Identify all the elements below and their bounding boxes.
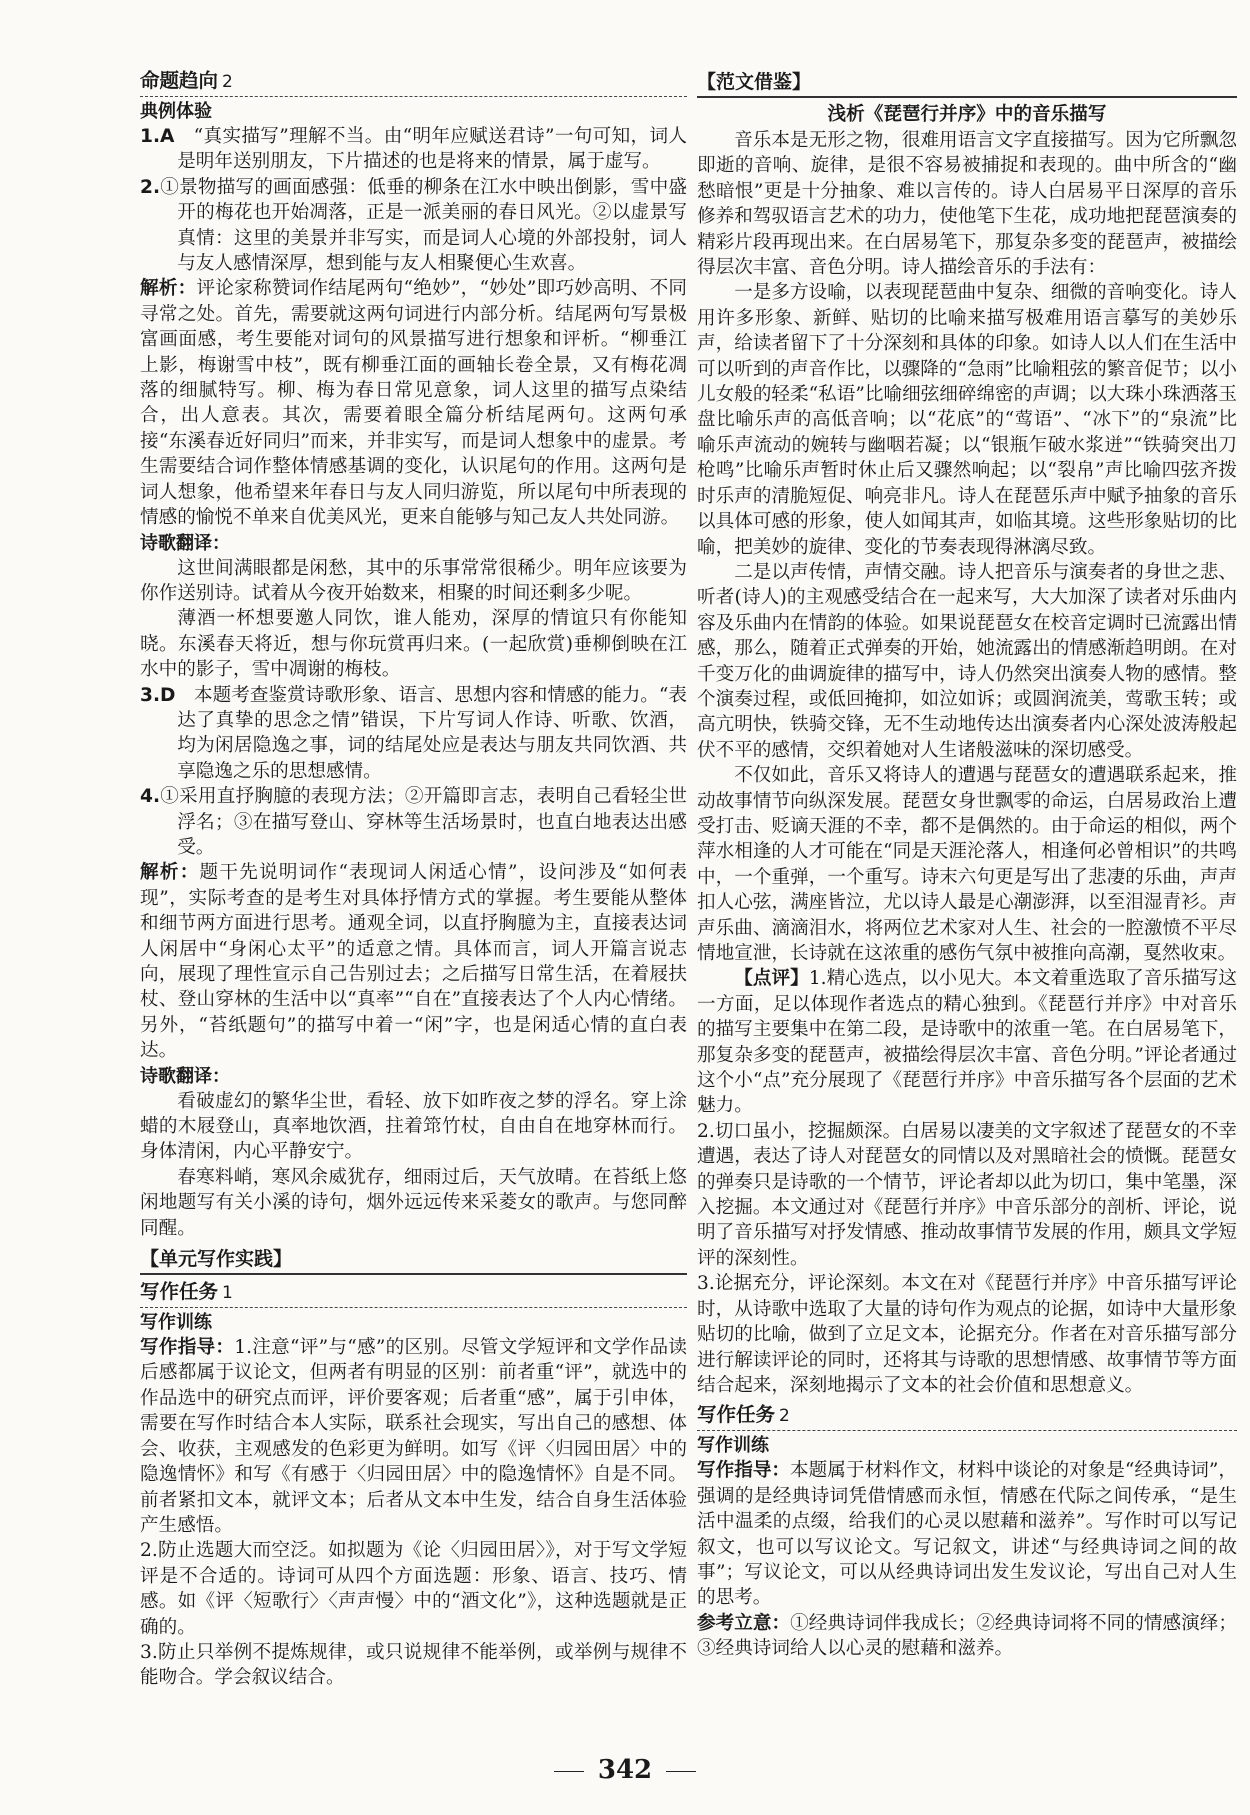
translation-heading-2: 诗歌翻译：: [140, 1065, 230, 1087]
writing-guide-1-point-2: 2.防止选题大而空泛。如拟题为《论〈归园田居〉》，对于写文学短评是不合适的。诗词可从四个方面选题：形象、语言、技巧、情感。如《评〈短歌行〉〈声声慢〉中的“酒文化”》，这种选题就是正确的。: [140, 1540, 687, 1638]
translation-2-paragraph-1: 看破虚幻的繁华尘世，看轻、放下如昨夜之梦的浮名。穿上涂蜡的木屐登山，真率地饮酒，拄着筇竹杖，自由自在地穿林而行。身体清闲，内心平静安宁。: [140, 1090, 687, 1163]
model-essay-heading: 【范文借鉴】: [697, 68, 1237, 98]
answer-4: 4.①采用直抒胸臆的表现方法；②开篇即言志，表明自己看轻尘世浮名；③在描写登山、穿林等生活场景时，也直白地表达出感受。: [140, 786, 687, 858]
task-1-heading: 写作任务 1: [140, 1279, 687, 1308]
answer-4-analysis: 解析：题干先说明词作“表现词人闲适心情”，设问涉及“如何表现”，实际考查的是考生对具体抒情方式的掌握。考生要能从整体和细节两方面进行思考。通观全词，以直抒胸臆为主，直接表达词人闲居中“身闲心太平”的适意之情。具体而言，词人开篇言说志向，展现了理性宣示自己告别过去；之后描写日常生活，在着屐扶杖、登山穿林的生活中以“真率”“自在”直接表达了个人内心情绪。另外，“苔纸题句”的描写中着一“闲”字，也是闲适心情的直白表达。: [140, 862, 687, 1062]
writing-guide-2: 写作指导：本题属于材料作文，材料中谈论的对象是“经典诗词”，强调的是经典诗词凭借情感而永恒，情感在代际之间传承，“是生活中温柔的点缀，给我们的心灵以慰藉和滋养”。写作时可以写记叙文，也可以写议论文。写记叙文，讲述“与经典诗词之间的故事”；写议论文，可以从经典诗词出发生发议论，写出自己对人生的思考。: [697, 1460, 1237, 1609]
right-column: [697, 68, 1237, 1662]
writing-guide-1: 写作指导：1.注意“评”与“感”的区别。尽管文学短评和文学作品读后感都属于议论文，但两者有明显的区别：前者重“评”，就选中的作品选中的研究点而评，评价要客观；后者重“感”，属于引申体，需要在写作时结合本人实际，联系社会现实，写出自己的感想、体会、收获，主观感发的色彩更为鲜明。如写《评〈归园田居〉中的隐逸情怀》和写《有感于〈归园田居〉中的隐逸情怀》自是不同。前者紧扣文本，就评文本；后者从文本中生发，结合自身生活体验产生感悟。: [140, 1337, 687, 1536]
page-number: 342: [0, 1755, 1250, 1785]
left-column: [140, 68, 687, 1691]
training-heading-1: 写作训练: [140, 1312, 212, 1334]
translation-heading-1: 诗歌翻译：: [140, 532, 230, 554]
answer-1: 1.A “真实描写”理解不当。由“明年应赋送君诗”一句可知，词人是明年送别朋友，下片描述的也是将来的情景，属于虚写。: [140, 126, 687, 173]
answer-3: 3.D 本题考查鉴赏诗歌形象、语言、思想内容和情感的能力。“表达了真挚的思念之情”错误，下片写词人作诗、听歌、饮酒，均为闲居隐逸之事，词的结尾处应是表达与朋友共同饮酒、共享隐逸之乐的思想感情。: [140, 684, 687, 782]
section-heading: 命题趋向 2: [140, 68, 687, 97]
essay-paragraph-4: 不仅如此，音乐又将诗人的遭遇与琵琶女的遭遇联系起来，推动故事情节向纵深发展。琵琶女身世飘零的命运，白居易政治上遭受打击、贬谪天涯的不幸，都不是偶然的。由于命运的相似，两个萍水相逢的人才可能在“同是天涯沦落人，相逢何必曾相识”的共鸣中，一个重弹，一个重写。诗末六句更是写出了悲凄的乐曲，声声扣人心弦，满座皆泣，尤以诗人最是心潮澎湃，以至泪湿青衫。声声乐曲、滴滴泪水，将两位艺术家对人生、社会的一腔激愤不平尽情地宣泄，长诗就在这浓重的感伤气氛中被推向高潮，戛然收束。: [697, 765, 1237, 964]
subheading-typical: 典例体验: [140, 101, 212, 122]
essay-paragraph-3: 二是以声传情，声情交融。诗人把音乐与演奏者的身世之悲、听者(诗人)的主观感受结合在一起来写，大大加深了读者对乐曲内容及乐曲内在情韵的体验。如果说琵琶女在校音定调时已流露出情感，那么，随着正式弹奏的开始，她流露出的情感渐趋明朗。在对千变万化的曲调旋律的描写中，诗人仍然突出演奏人物的感情。整个演奏过程，或低回掩抑，如泣如诉；或圆润流美，莺歌玉转；或高亢明快，铁骑交锋，无不生动地传达出演奏者内心深处波涛般起伏不平的感情，交织着她对人生诸般滋味的深切感受。: [697, 561, 1237, 761]
writing-guide-1-point-3: 3.防止只举例不提炼规律，或只说规律不能举例，或举例与规律不能吻合。学会叙议结合。: [140, 1641, 687, 1689]
unit-writing-heading: 【单元写作实践】: [140, 1245, 687, 1275]
translation-1-paragraph-1: 这世间满眼都是闲愁，其中的乐事常常很稀少。明年应该要为你作送别诗。试着从今夜开始数来，相聚的时间还剩多少呢。: [140, 557, 687, 604]
essay-paragraph-1: 音乐本是无形之物，很难用语言文字直接描写。因为它所飘忽即逝的音响、旋律，是很不容易被捕捉和表现的。曲中所含的“幽愁暗恨”更是十分抽象、难以言传的。诗人白居易平日深厚的音乐修养和驾驭语言艺术的功力，使他笔下生花，成功地把琵琶演奏的精彩片段再现出来。在白居易笔下，那复杂多变的琵琶声，被描绘得层次丰富、音色分明。诗人描绘音乐的手法有：: [697, 130, 1237, 279]
translation-1-paragraph-2: 薄酒一杯想要邀人同饮，谁人能劝，深厚的情谊只有你能知晓。东溪春天将近，想与你玩赏再归来。(一起欣赏)垂柳倒映在江水中的影子，雪中凋谢的梅枝。: [140, 608, 687, 681]
reference-ideas: 参考立意：①经典诗词伴我成长；②经典诗词将不同的情感演绎；③经典诗词给人以心灵的慰藉和滋养。: [697, 1612, 1237, 1660]
answer-2: 2.①景物描写的画面感强：低垂的柳条在江水中映出倒影，雪中盛开的梅花也开始凋落，正是一派美丽的春日风光。②以虚景写真情：这里的美景并非写实，而是词人心境的外部投射，词人与友人感情深厚，想到能与友人相聚便心生欢喜。: [140, 176, 687, 275]
answer-2-analysis: 解析：评论家称赞词作结尾两句“绝妙”，“妙处”即巧妙高明、不同寻常之处。首先，需要就这两句词进行内部分析。结尾两句写景极富画面感，考生要能对词句的风景描写进行想象和评析。“柳垂江上影，梅谢雪中枝”，既有柳垂江面的画轴长卷全景，又有梅花凋落的细腻特写。柳、梅为春日常见意象，词人这里的描写点染结合，出人意表。其次，需要着眼全篇分析结尾两句。这两句承接“东溪春近好同归”而来，并非实写，而是词人想象中的虚景。考生需要结合词作整体情感基调的变化，认识尾句的作用。这两句是词人想象，他希望来年春日与友人同归游览，所以尾句中所表现的情感的愉悦不单来自优美风光，更来自能够与知己友人共处同游。: [140, 278, 687, 529]
training-heading-2: 写作训练: [697, 1435, 769, 1457]
review-paragraph-2: 2.切口虽小，挖掘颇深。白居易以凄美的文字叙述了琵琶女的不幸遭遇，表达了诗人对琵琶女的同情以及对黑暗社会的愤慨。琵琶女的弹奏只是诗歌的一个情节，评论者却以此为切口，集中笔墨，深入挖掘。本文通过对《琵琶行并序》中音乐部分的剖析、评论，说明了音乐描写对抒发情感、推动故事情节发展的作用，颇具文学短评的深刻性。: [697, 1120, 1237, 1269]
review-paragraph-1: 【点评】1.精心选点，以小见大。本文着重选取了音乐描写这一方面，足以体现作者选点的精心独到。《琵琶行并序》中对音乐的描写主要集中在第二段，是诗歌中的浓重一笔。在白居易笔下，那复杂多变的琵琶声，被描绘得层次丰富、音色分明。”评论者通过这个小“点”充分展现了《琵琶行并序》中音乐描写各个层面的艺术魅力。: [697, 968, 1237, 1117]
review-paragraph-3: 3.论据充分，评论深刻。本文在对《琵琶行并序》中音乐描写评论时，从诗歌中选取了大量的诗句作为观点的论据，如诗中大量形象贴切的比喻，做到了立足文本，论据充分。作者在对音乐描写部分进行解读评论的同时，还将其与诗歌的思想情感、故事情节等方面结合起来，深刻地揭示了文本的社会价值和思想意义。: [697, 1273, 1237, 1396]
essay-title: 浅析《琵琶行并序》中的音乐描写: [827, 104, 1107, 125]
essay-paragraph-2: 一是多方设喻，以表现琵琶曲中复杂、细微的音响变化。诗人用许多形象、新鲜、贴切的比喻来描写极难用语言摹写的美妙乐声，给读者留下了十分深刻和具体的印象。如诗人以人们在生活中可以听到的声音作比，以骤降的“急雨”比喻粗弦的繁音促节；以小儿女般的轻柔“私语”比喻细弦细碎绵密的声调；以大珠小珠洒落玉盘比喻乐声的高低音响；以“花底”的“莺语”、“冰下”的“泉流”比喻乐声流动的婉转与幽咽若凝；以“银瓶乍破水浆迸”“铁骑突出刀枪鸣”比喻乐声暂时休止后又骤然响起；以“裂帛”声比喻四弦齐拨时乐声的清脆短促、响亮非凡。诗人在琵琶乐声中赋予抽象的音乐以具体可感的形象，使人如闻其声，如临其境。这些形象贴切的比喻，把美妙的旋律、变化的节奏表现得淋漓尽致。: [697, 282, 1237, 558]
task-2-heading: 写作任务 2: [697, 1402, 1237, 1431]
translation-2-paragraph-2: 春寒料峭，寒风余威犹存，细雨过后，天气放晴。在苔纸上悠闲地题写有关小溪的诗句，烟外远远传来采菱女的歌声。与您同醉同醒。: [140, 1166, 687, 1239]
